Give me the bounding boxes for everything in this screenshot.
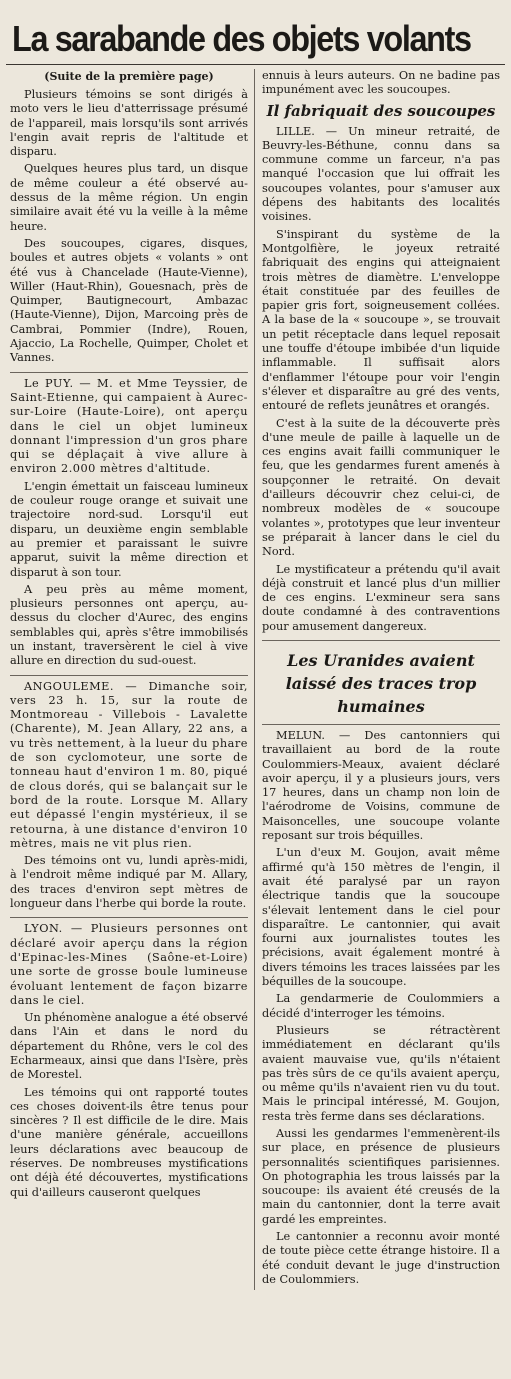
paragraph: S'inspirant du système de la Montgolfière, le joyeux retraité fabriquait des engins qui atteignaient trois mètres de diamètre. L'enveloppe était constituée par des feuilles de papier gris fort, soigneusement collées. A la base de la « soucoupe », se trouvait un petit réceptacle dans lequel reposait une touffe d'étoupe imbibée d'un liquide inflammable. Il suffisait alors d'enflammer l'étoupe pour voir l'engin s'élever et disparaître au gré des vents, entouré de reflets jeunâtres et orangés.: [262, 227, 500, 413]
section-separator: [262, 724, 500, 725]
paragraph: A peu près au même moment, plusieurs personnes ont aperçu, au-dessus du clocher d'Aurec, des engins semblables qui, après s'être immobilisés un instant, traversèrent le ciel à vive allure en direction du sud-ouest.: [10, 582, 248, 668]
headline-rule: [6, 64, 505, 65]
paragraph: La gendarmerie de Coulommiers a décidé d'interroger les témoins.: [262, 992, 500, 1020]
section-separator: [10, 372, 248, 373]
paragraph: Aussi les gendarmes l'emmenèrent-ils sur place, en présence de plusieurs personnalités scientifiques parisiennes. On photographia les trous laissés par la soucoupe: ils avaient été creusés de la main du cantonnier, dont la terre avait gardé les empreintes.: [262, 1127, 500, 1226]
paragraph: Plusieurs se rétractèrent immédiatement en déclarant qu'ils avaient mauvaise vue, qu'ils n'étaient pas très sûrs de ce qu'ils avaient aperçu, ou même qu'ils n'avaient rien vu du tout. Mais le principal intéressé, M. Goujon, resta très ferme dans ses déclarations.: [262, 1023, 500, 1123]
paragraph: Des témoins ont vu, lundi après-midi, à l'endroit même indiqué par M. Allary, des traces d'environ sept mètres de longueur dans l'herbe qui borde la route.: [10, 854, 248, 911]
paragraph-continued: ennuis à leurs auteurs. On ne badine pas impunément avec les soucoupes.: [262, 69, 500, 97]
paragraph: L'un d'eux M. Goujon, avait même affirmé qu'à 150 mètres de l'engin, il avait été paralysé par un rayon électrique tandis que la soucoupe s'élevait lentement dans le ciel pour disparaître. Le cantonnier, qui avait fourni aux journalistes toutes les précisions, avait également montré à divers témoins les traces laissées par les béquilles de la soucoupe.: [262, 846, 500, 989]
subheading-uranides: Les Uranides avaient laissé des traces trop humaines: [285, 650, 477, 716]
section-separator: [10, 675, 248, 676]
right-column: [255, 69, 504, 1290]
paragraph-lyon: LYON. — Plusieurs personnes ont déclaré avoir aperçu dans la région d'Epinac-les-Mines (Saône-et-Loire) une sorte de grosse boule lumineuse évoluant lentement de façon bizarre dans le ciel.: [10, 922, 248, 1007]
paragraph: C'est à la suite de la découverte près d'une meule de paille à laquelle un de ces engins avait failli communiquer le feu, que les gendarmes furent amenés à soupçonner le retraité. On devait d'ailleurs découvrir chez celui-ci, de nombreux modèles de « soucoupe volantes », prototypes que leur inventeur se préparait à lancer dans le ciel du Nord.: [262, 416, 500, 559]
paragraph: Le cantonnier a reconnu avoir monté de toute pièce cette étrange histoire. Il a été conduit devant le juge d'instruction de Coulommiers.: [262, 1230, 500, 1286]
headline: La sarabande des objets volants: [12, 18, 471, 59]
paragraph-angouleme: ANGOULEME. — Dimanche soir, vers 23 h. 15, sur la route de Montmoreau - Villebois - Lavalette (Charente), M. Jean Allary, 22 ans, a vu très nettement, à la lueur du phare de son cyclomoteur, une sorte de tonneau haut d'environ 1 m. 80, piqué de clous dorés, qui se balançait sur le bord de la route. Lorsque M. Allary eut dépassé l'engin mystérieux, il se retourna, à une distance d'environ 10 mètres, mais ne vit plus rien.: [10, 679, 248, 850]
section-separator: [10, 917, 248, 918]
paragraph-melun: MELUN. — Des cantonniers qui travaillaient au bord de la route Coulommiers-Meaux, avaient déclaré avoir aperçu, il y a plusieurs jours, vers 17 heures, dans un champ non loin de l'aérodrome de Voisins, commune de Maisoncelles, une soucoupe volante reposant sur trois béquilles.: [262, 728, 500, 843]
subheading-soucoupes: Il fabriquait des soucoupes: [266, 101, 496, 120]
paragraph: Le mystificateur a prétendu qu'il avait déjà construit et lancé plus d'un millier de ces engins. L'exmineur sera sans doute condamné à des contraventions pour amusement dangereux.: [262, 562, 500, 633]
paragraph: Les témoins qui ont rapporté toutes ces choses doivent-ils être tenus pour sincères ? Il est difficile de le dire. Mais d'une manière générale, accueillons leurs déclarations avec beaucoup de réserves. De nombreuses mystifications ont déjà été découvertes, mystifications qui d'ailleurs causeront quelques: [10, 1085, 248, 1199]
paragraph: Des soucoupes, cigares, disques, boules et autres objets « volants » ont été vus à Chancelade (Haute-Vienne), Willer (Haut-Rhin), Gouesnach, près de Quimper, Bautignecourt, Ambazac (Haute-Vienne), Dijon, Marcoing près de Cambrai, Pommier (Indre), Rouen, Ajaccio, La Rochelle, Quimper, Cholet et Vannes.: [10, 236, 248, 365]
section-separator: [262, 640, 500, 641]
paragraph: Quelques heures plus tard, un disque de même couleur a été observé au-dessus de la même région. Un engin similaire avait été vu la veille à la même heure.: [10, 162, 248, 233]
article-columns: [6, 69, 505, 1290]
left-column: [6, 69, 255, 1290]
continuation-note: (Suite de la première page): [44, 70, 214, 83]
paragraph-le-puy: Le PUY. — M. et Mme Teyssier, de Saint-Etienne, qui campaient à Aurec-sur-Loire (Haute-Loire), ont aperçu dans le ciel un objet lumineux donnant l'impression d'un gros phare qui se déplaçait à vive allure à environ 2.000 mètres d'altitude.: [10, 376, 248, 476]
paragraph: Un phénomène analogue a été observé dans l'Ain et dans le nord du département du Rhône, vers le col des Echarmeaux, ainsi que dans l'Isère, près de Morestel.: [10, 1011, 248, 1082]
paragraph: L'engin émettait un faisceau lumineux de couleur rouge orange et suivait une trajectoire nord-sud. Lorsqu'il eut disparu, un deuxième engin semblable au premier et paraissant le suivre apparut, suivit la même direction et disparut à son tour.: [10, 479, 248, 579]
paragraph-lille: LILLE. — Un mineur retraité, de Beuvry-les-Béthune, connu dans sa commune comme un farceur, n'a pas manqué l'occasion que lui offrait les soucoupes volantes, pour s'amuser aux dépens des habitants des localités voisines.: [262, 124, 500, 224]
paragraph: Plusieurs témoins se sont dirigés à moto vers le lieu d'atterrissage présumé de l'appareil, mais lorsqu'ils sont arrivés l'engin avait repris de l'altitude et disparu.: [10, 88, 248, 159]
